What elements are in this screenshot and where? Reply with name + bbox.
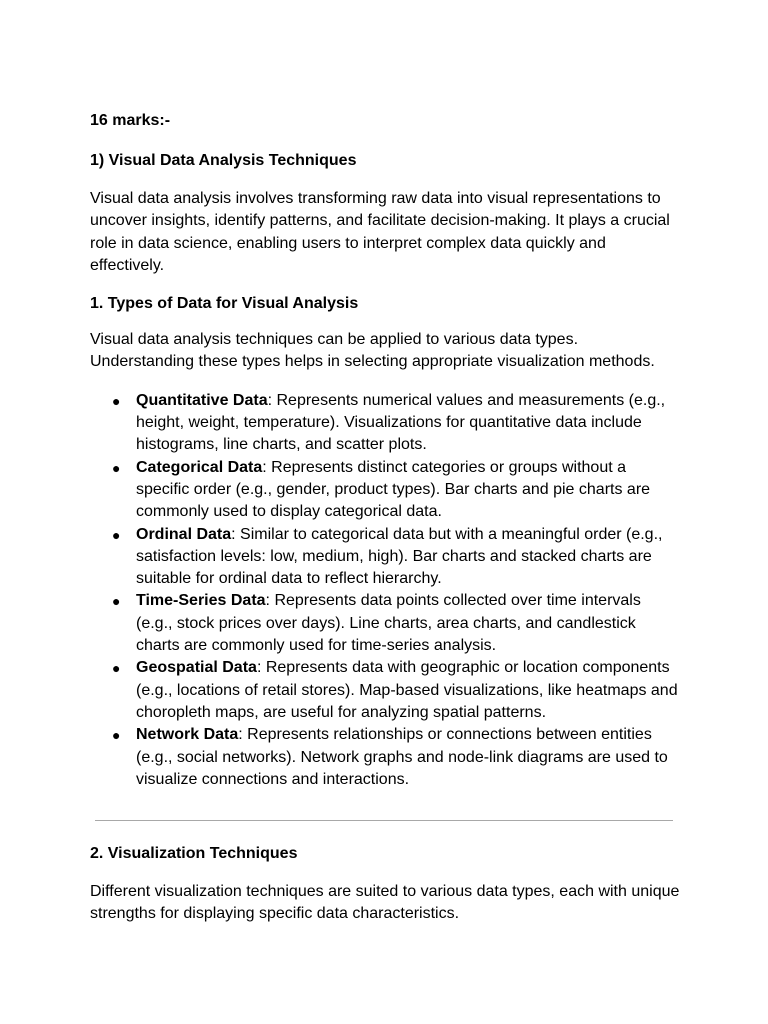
list-item-description: : Represents distinct categories or groups without a specific order (e.g., gender, product types). Bar charts and pie charts are commonly used to display categorical data. — [136, 458, 651, 521]
document-body — [90, 110, 680, 791]
bullet-icon: ● — [112, 392, 121, 409]
bullet-icon: ● — [112, 593, 121, 610]
intro-paragraph: Visual data analysis involves transforming raw data into visual representations to uncover insights, identify patterns, and facilitate decision-making. It plays a crucial role in data science, enabling users to interpret complex data quickly and effectively. — [90, 190, 670, 274]
visualization-intro-paragraph: Different visualization techniques are suited to various data types, each with unique strengths for displaying specific data characteristics. — [90, 883, 680, 923]
list-item-description: : Represents numerical values and measurements (e.g., height, weight, temperature). Visualizations for quantitative data include histograms, line charts, and scatter plots. — [136, 391, 666, 454]
list-item-term: Geospatial Data — [136, 659, 257, 677]
data-types-list — [90, 390, 680, 791]
list-item-term: Time-Series Data — [136, 592, 266, 610]
list-item-geospatial — [90, 657, 680, 724]
list-item-term: Network Data — [136, 726, 239, 744]
list-item-description: : Represents data points collected over time intervals (e.g., stock prices over days). Line charts, area charts, and candlestick charts are commonly used for time-series analysis. — [136, 592, 641, 655]
horizontal-divider — [95, 820, 673, 821]
list-item-description: : Represents data with geographic or location components (e.g., locations of retail stores). Map-based visualizations, like heatmaps and choropleth maps, are useful for analyzing spatial patterns. — [136, 659, 678, 721]
types-intro-paragraph: Visual data analysis techniques can be applied to various data types. Understanding these types helps in selecting appropriate visualization methods. — [90, 331, 655, 371]
bullet-icon: ● — [112, 526, 121, 543]
list-item-time-series — [90, 590, 680, 657]
list-item-term: Categorical Data — [136, 458, 263, 476]
visualization-section — [90, 843, 680, 926]
list-item-term: Quantitative Data — [136, 391, 268, 409]
visualization-heading: 2. Visualization Techniques — [90, 845, 298, 862]
list-item-description: : Similar to categorical data but with a meaningful order (e.g., satisfaction levels: low, medium, high). Bar charts and stacked charts are suitable for ordinal data to reflect hierarchy. — [136, 525, 663, 588]
types-heading: 1. Types of Data for Visual Analysis — [90, 295, 359, 313]
bullet-icon: ● — [112, 660, 121, 677]
list-item-quantitative — [90, 390, 680, 457]
list-item-categorical — [90, 457, 680, 524]
section-title: 1) Visual Data Analysis Techniques — [90, 152, 357, 169]
marks-heading: 16 marks:- — [90, 112, 171, 129]
list-item-term: Ordinal Data — [136, 525, 232, 543]
list-item-ordinal — [90, 524, 680, 591]
list-item-description: : Represents relationships or connections between entities (e.g., social networks). Network graphs and node-link diagrams are used to visualize connections and interactions. — [136, 726, 668, 788]
bullet-icon: ● — [112, 727, 121, 744]
bullet-icon: ● — [112, 459, 121, 476]
list-item-network — [90, 724, 680, 791]
